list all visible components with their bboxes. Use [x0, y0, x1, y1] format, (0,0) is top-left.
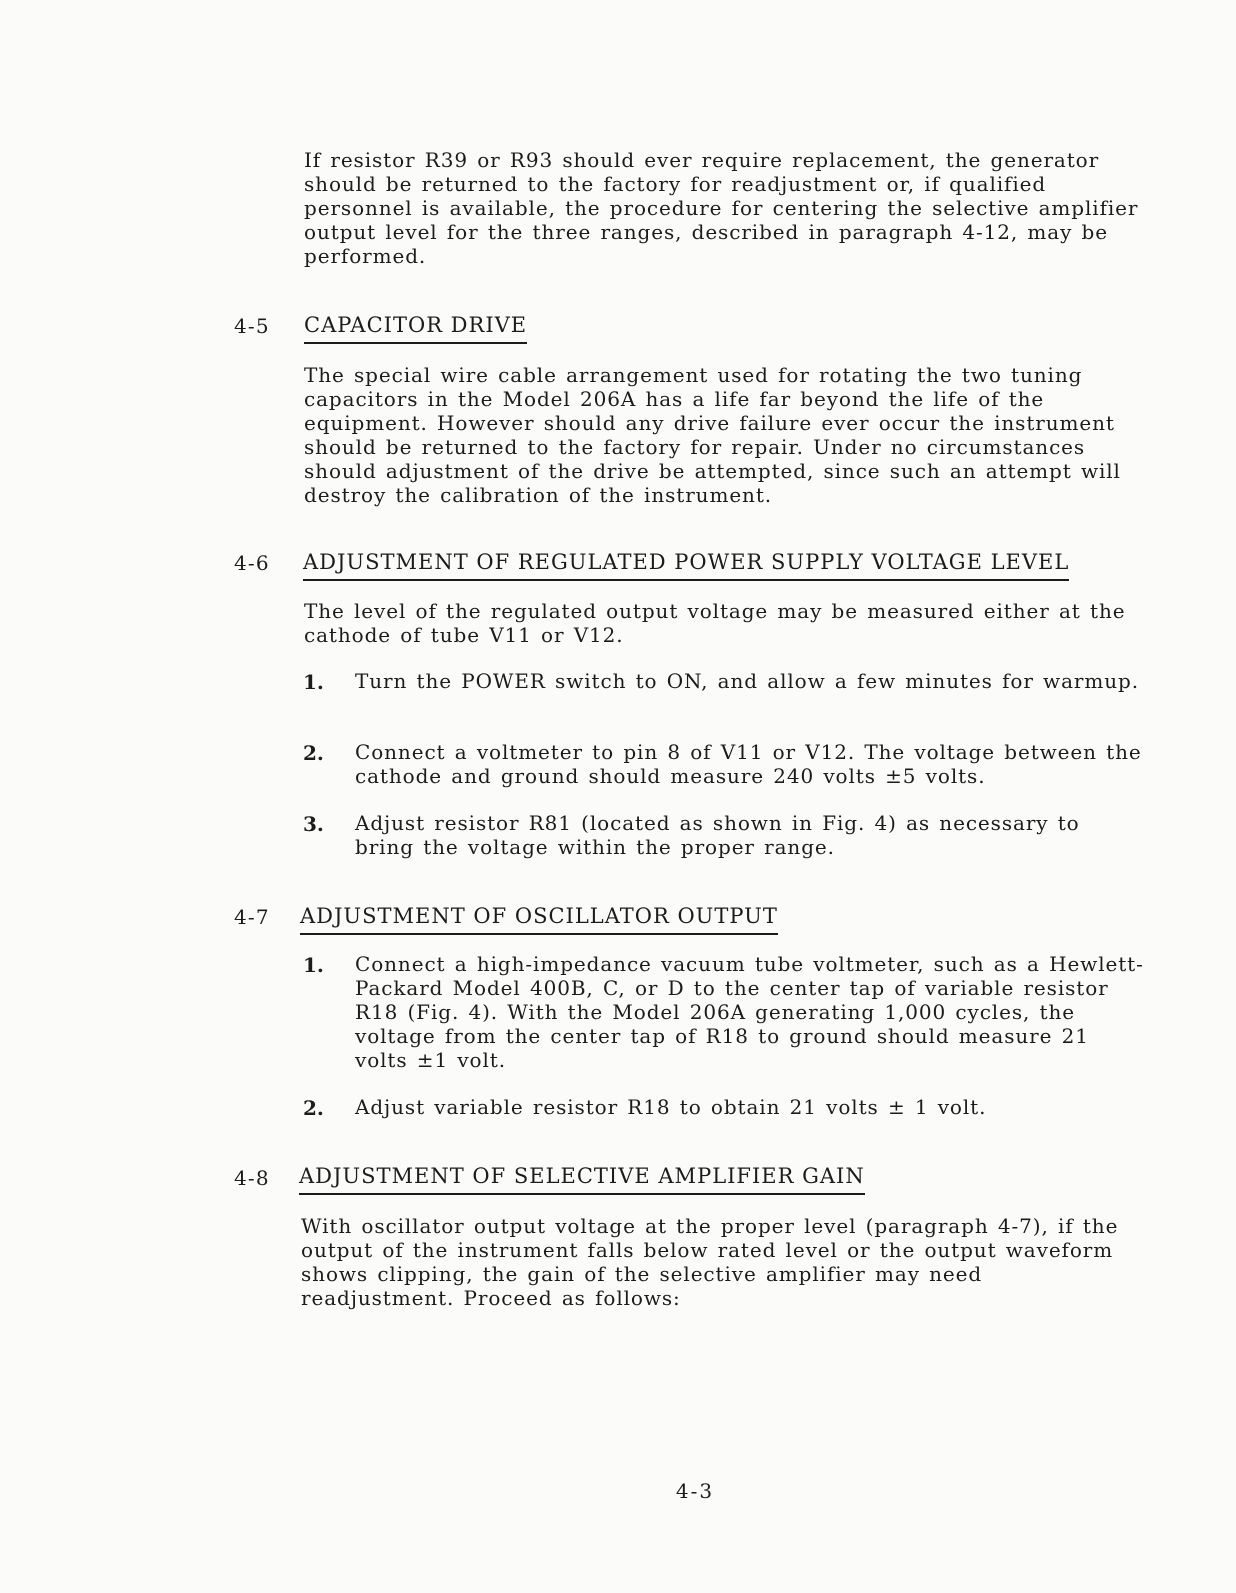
intro-paragraph: If resistor R39 or R93 should ever require replacement, the generator should be returned to the factory for readjustment or, if qualified personnel is available, the procedure for centering the selective amplifier output level for the three ranges, described in paragraph 4-12, may be performed. [304, 148, 1139, 268]
step-text: Connect a high-impedance vacuum tube voltmeter, such as a Hewlett-Packard Model 400B, C, or D to the center tap of variable resistor R18 (Fig. 4). With the Model 206A generating 1,000 cycles, the voltage from the center tap of R18 to ground should measure 21 volts ±1 volt. [355, 952, 1144, 1072]
section-title: ADJUSTMENT OF OSCILLATOR OUTPUT [300, 904, 778, 935]
section-body: The level of the regulated output voltage may be measured either at the cathode of tube V11 or V12. [304, 599, 1126, 647]
section-number: 4-6 [234, 551, 270, 575]
step-text: Connect a voltmeter to pin 8 of V11 or V12. The voltage between the cathode and ground should measure 240 volts ±5 volts. [355, 740, 1142, 788]
section-title: ADJUSTMENT OF SELECTIVE AMPLIFIER GAIN [299, 1164, 865, 1195]
step-number: 1. [303, 953, 324, 977]
section-body: The special wire cable arrangement used for rotating the two tuning capacitors in the Model 206A has a life far beyond the life of the equipment. However should any drive failure ever occur the instrument should be returned to the factory for repair. Under no circumstances should adjustment of the drive be attempted, since such an attempt will destroy the calibration of the instrument. [304, 363, 1121, 507]
section-title: CAPACITOR DRIVE [304, 313, 527, 344]
section-body: With oscillator output voltage at the proper level (paragraph 4-7), if the output of the instrument falls below rated level or the output waveform shows clipping, the gain of the selective amplifier may need readjustment. Proceed as follows: [301, 1214, 1119, 1310]
step-text: Adjust resistor R81 (located as shown in Fig. 4) as necessary to bring the voltage within the proper range. [355, 811, 1080, 859]
step-text: Adjust variable resistor R18 to obtain 21 volts ± 1 volt. [355, 1095, 987, 1119]
section-number: 4-7 [234, 905, 270, 929]
step-number: 3. [303, 812, 324, 836]
step-number: 2. [303, 741, 324, 765]
section-number: 4-8 [234, 1166, 270, 1190]
step-number: 1. [303, 670, 324, 694]
section-number: 4-5 [234, 314, 270, 338]
step-number: 2. [303, 1096, 324, 1120]
section-title: ADJUSTMENT OF REGULATED POWER SUPPLY VOLTAGE LEVEL [303, 550, 1069, 581]
page-number: 4-3 [675, 1479, 715, 1503]
step-text: Turn the POWER switch to ON, and allow a few minutes for warmup. [355, 669, 1139, 693]
